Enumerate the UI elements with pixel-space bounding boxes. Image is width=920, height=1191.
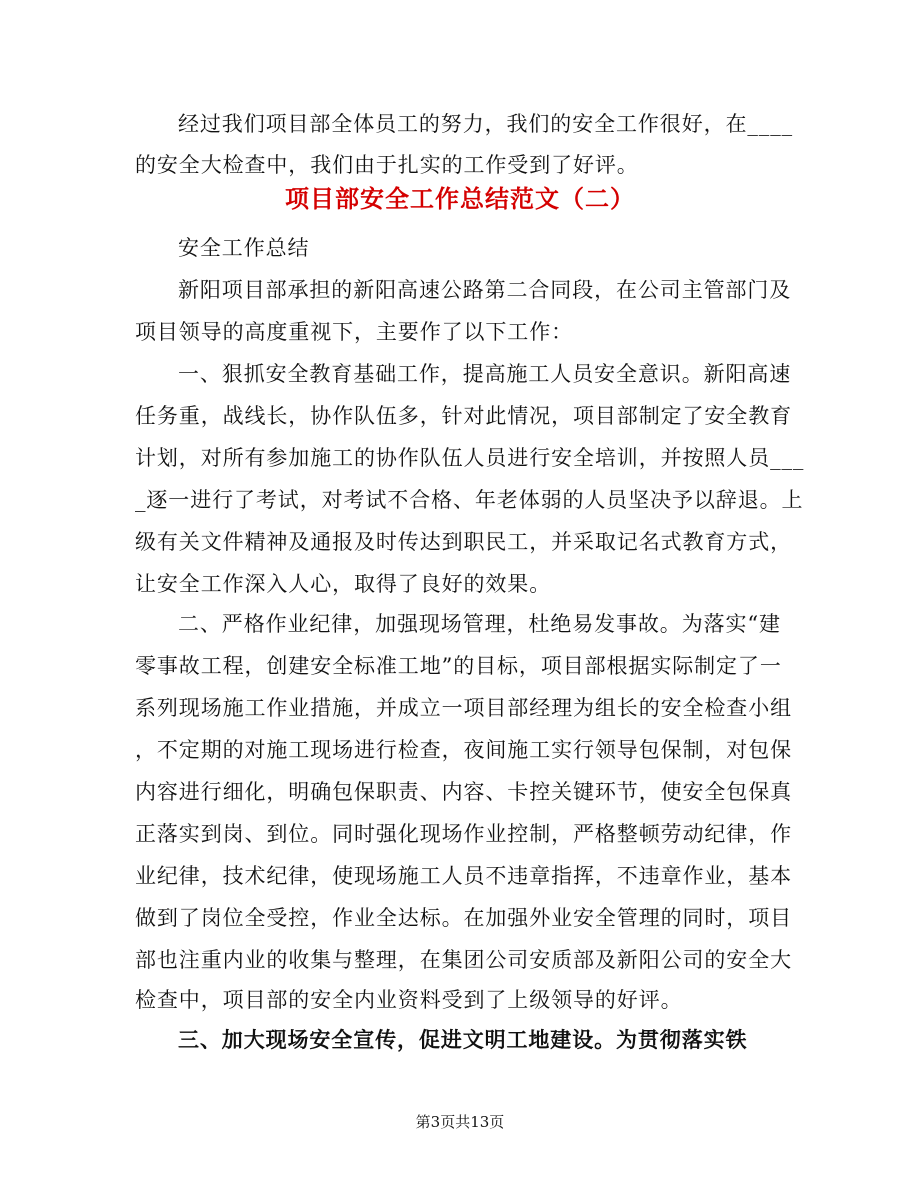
para-one-line-5: 级有关文件精神及通报及时传达到职民工，并采取记名式教育方式， [135, 530, 792, 554]
para-one-line-1: 一、狠抓安全教育基础工作，提高施工人员安全意识。新阳高速 [178, 362, 792, 386]
context-line-1: 新阳项目部承担的新阳高速公路第二合同段，在公司主管部门及 [178, 278, 792, 302]
context-line-2: 项目领导的高度重视下，主要作了以下工作： [135, 320, 573, 344]
para-one-line-2: 任务重，战线长，协作队伍多，针对此情况，项目部制定了安全教育 [135, 404, 792, 428]
para-three-line-1: 三、加大现场安全宣传，促进文明工地建设。为贯彻落实铁 [178, 1027, 748, 1052]
para-two-line-7: 业纪律，技术纪律，使现场施工人员不违章指挥，不违章作业，基本 [135, 864, 792, 888]
para-two-line-6: 正落实到岗、到位。同时强化现场作业控制，严格整顿劳动纪律，作 [135, 822, 792, 846]
para-two-line-3: 系列现场施工作业措施，并成立一项目部经理为组长的安全检查小组 [135, 696, 792, 720]
para-two-line-9: 部也注重内业的收集与整理，在集团公司安质部及新阳公司的安全大 [135, 948, 792, 972]
intro-line-2: 的安全大检查中，我们由于扎实的工作受到了好评。 [135, 153, 639, 177]
para-two-line-5: 内容进行细化，明确包保职责、内容、卡控关键环节，使安全包保真 [135, 780, 792, 804]
para-two-line-8: 做到了岗位全受控，作业全达标。在加强外业安全管理的同时，项目 [135, 906, 792, 930]
para-one-line-4: _逐一进行了考试，对考试不合格、年老体弱的人员坚决予以辞退。上 [135, 488, 804, 512]
para-two-line-10: 检查中，项目部的安全内业资料受到了上级领导的好评。 [135, 988, 683, 1012]
para-one-line-3: 计划，对所有参加施工的协作队伍人员进行安全培训，并按照人员___ [135, 446, 805, 470]
intro-line-1: 经过我们项目部全体员工的努力，我们的安全工作很好，在____ [178, 112, 793, 136]
para-one-line-6: 让安全工作深入人心，取得了良好的效果。 [135, 572, 552, 596]
para-two-line-4: ，不定期的对施工现场进行检查，夜间施工实行领导包保制，对包保 [135, 738, 792, 762]
page-number: 第3页共13页 [415, 1113, 505, 1131]
para-two-line-1: 二、严格作业纪律，加强现场管理，杜绝易发事故。为落实“建 [178, 612, 781, 636]
subtitle: 安全工作总结 [178, 236, 310, 260]
para-two-line-2: 零事故工程，创建安全标准工地”的目标，项目部根据实际制定了一 [135, 654, 782, 678]
section-title: 项目部安全工作总结范文（二） [285, 184, 635, 213]
